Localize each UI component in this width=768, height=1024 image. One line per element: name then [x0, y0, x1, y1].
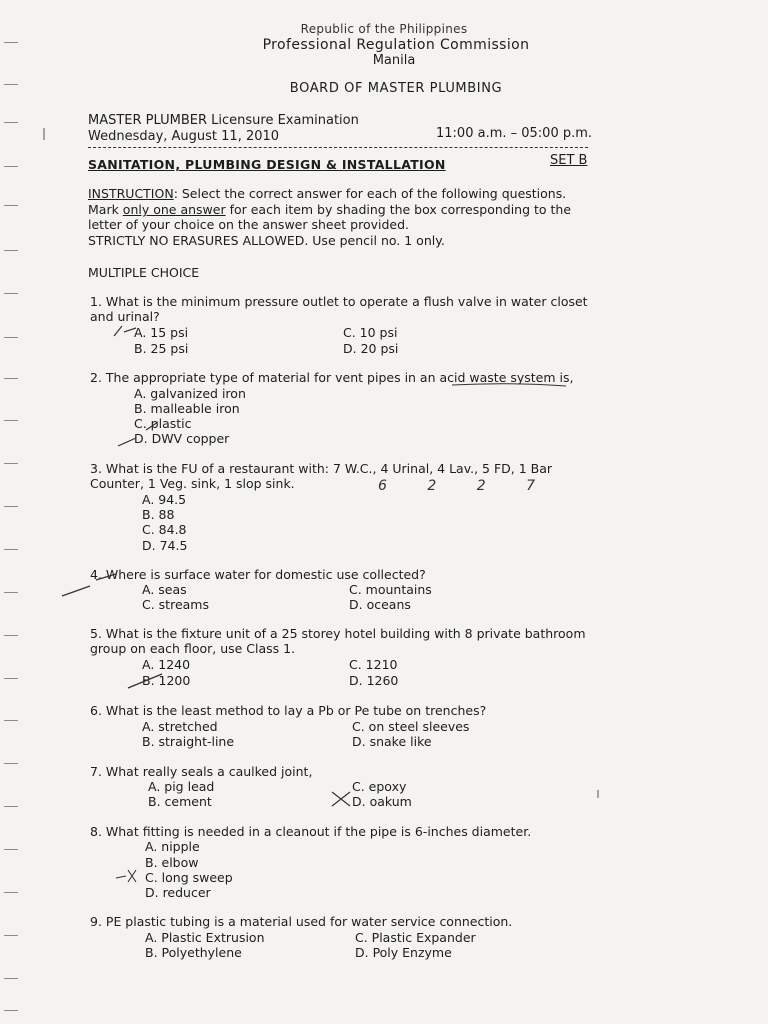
exam-title: MASTER PLUMBER Licensure Examination [88, 113, 359, 128]
instruction-line1: : Select the correct answer for each of the following questions. [173, 186, 567, 201]
header-divider [88, 147, 588, 148]
question-7 [90, 764, 590, 779]
question-9 [90, 914, 590, 929]
option-b: B. Polyethylene [145, 945, 242, 960]
instruction-label: INSTRUCTION [88, 186, 174, 201]
instruction-line3: letter of your choice on the answer sheet provided. [88, 217, 410, 232]
exam-date: Wednesday, August 11, 2010 [88, 129, 280, 144]
board-title: BOARD OF MASTER PLUMBING [289, 81, 503, 96]
option-d: D. oceans [349, 597, 411, 612]
set-label: SET B [550, 153, 588, 168]
subject-title: SANITATION, PLUMBING DESIGN & INSTALLATION [88, 157, 446, 172]
option-d: D. 20 psi [343, 341, 399, 356]
handwritten-notes: 6 2 2 7 [378, 478, 553, 494]
option-a: A. 94.5 [142, 492, 187, 507]
option-c-left: C. streams [142, 597, 209, 612]
stray-mark [594, 788, 602, 802]
cross-mark [330, 790, 354, 808]
instruction-line2-a: Mark [88, 202, 123, 217]
question-stem: 5. What is the fixture unit of a 25 storey hotel building with 8 private bathroom group on each floor, use Class 1. [90, 626, 586, 656]
option-d: D. snake like [352, 734, 432, 749]
question-4 [90, 567, 590, 582]
city-line: Manila [372, 53, 416, 68]
option-c: C. 84.8 [142, 522, 187, 537]
instruction-emphasis: only one answer [122, 202, 226, 217]
option-c: C. epoxy [352, 779, 407, 794]
question-8 [90, 824, 590, 839]
option-a: A. stretched [142, 719, 218, 734]
question-stem: 7. What really seals a caulked joint, [90, 764, 313, 779]
pen-mark [116, 420, 166, 450]
option-d: D. Poly Enzyme [355, 945, 452, 960]
pen-mark [60, 570, 120, 600]
option-c: C. plastic [134, 416, 192, 431]
option-c: C. mountains [349, 582, 432, 597]
question-stem: 2. The appropriate type of material for vent pipes in an acid waste system is, [90, 370, 574, 385]
option-d: D. oakum [352, 794, 412, 809]
question-stem: 1. What is the minimum pressure outlet to operate a flush valve in water closet and urinal? [90, 294, 588, 324]
question-1 [90, 294, 590, 324]
option-b: B. 1200 [142, 673, 191, 688]
option-a: A. seas [142, 582, 187, 597]
exam-time: 11:00 a.m. – 05:00 p.m. [436, 126, 593, 141]
binder-edge-marks [0, 0, 22, 1024]
option-c: C. Plastic Expander [355, 930, 476, 945]
instruction-line4: STRICTLY NO ERASURES ALLOWED. Use pencil no. 1 only. [88, 233, 445, 248]
option-a: A. pig lead [148, 779, 215, 794]
option-d: D. reducer [145, 885, 211, 900]
option-c: C. on steel sleeves [352, 719, 470, 734]
section-title: MULTIPLE CHOICE [88, 265, 200, 280]
question-stem: 9. PE plastic tubing is a material used for water service connection. [90, 914, 513, 929]
republic-line: Republic of the Philippines [300, 22, 468, 36]
option-a: A. 1240 [142, 657, 191, 672]
option-d: D. 1260 [349, 673, 399, 688]
underline-mark [450, 382, 570, 388]
instruction-line2-b: for each item by shading the box corresponding to the [225, 202, 572, 217]
stray-mark [40, 126, 48, 144]
question-6 [90, 703, 590, 718]
question-stem: 8. What fitting is needed in a cleanout if the pipe is 6-inches diameter. [90, 824, 532, 839]
question-5 [90, 626, 590, 656]
option-d: D. DWV copper [134, 431, 230, 446]
option-b: B. 88 [142, 507, 175, 522]
option-b: B. straight-line [142, 734, 235, 749]
option-b: B. 25 psi [134, 341, 189, 356]
pen-mark [114, 866, 148, 886]
option-d: D. 74.5 [142, 538, 188, 553]
question-stem: 6. What is the least method to lay a Pb or Pe tube on trenches? [90, 703, 487, 718]
option-c: C. long sweep [145, 870, 233, 885]
option-c: C. 10 psi [343, 325, 398, 340]
option-b: B. malleable iron [134, 401, 240, 416]
option-a: A. galvanized iron [134, 386, 246, 401]
option-c: C. 1210 [349, 657, 398, 672]
commission-line: Professional Regulation Commission [262, 37, 530, 53]
option-a: A. Plastic Extrusion [145, 930, 265, 945]
pen-mark [126, 670, 166, 692]
option-a: A. 15 psi [134, 325, 189, 340]
pen-mark [112, 322, 142, 340]
question-stem: 3. What is the FU of a restaurant with: 7 W.C., 4 Urinal, 4 Lav., 5 FD, 1 Bar Counter, 1 Veg. sink, 1 slop sink. [90, 461, 553, 491]
option-a: A. nipple [145, 839, 200, 854]
option-b: B. cement [148, 794, 212, 809]
option-b: B. elbow [145, 855, 199, 870]
question-stem: 4. Where is surface water for domestic use collected? [90, 567, 426, 582]
